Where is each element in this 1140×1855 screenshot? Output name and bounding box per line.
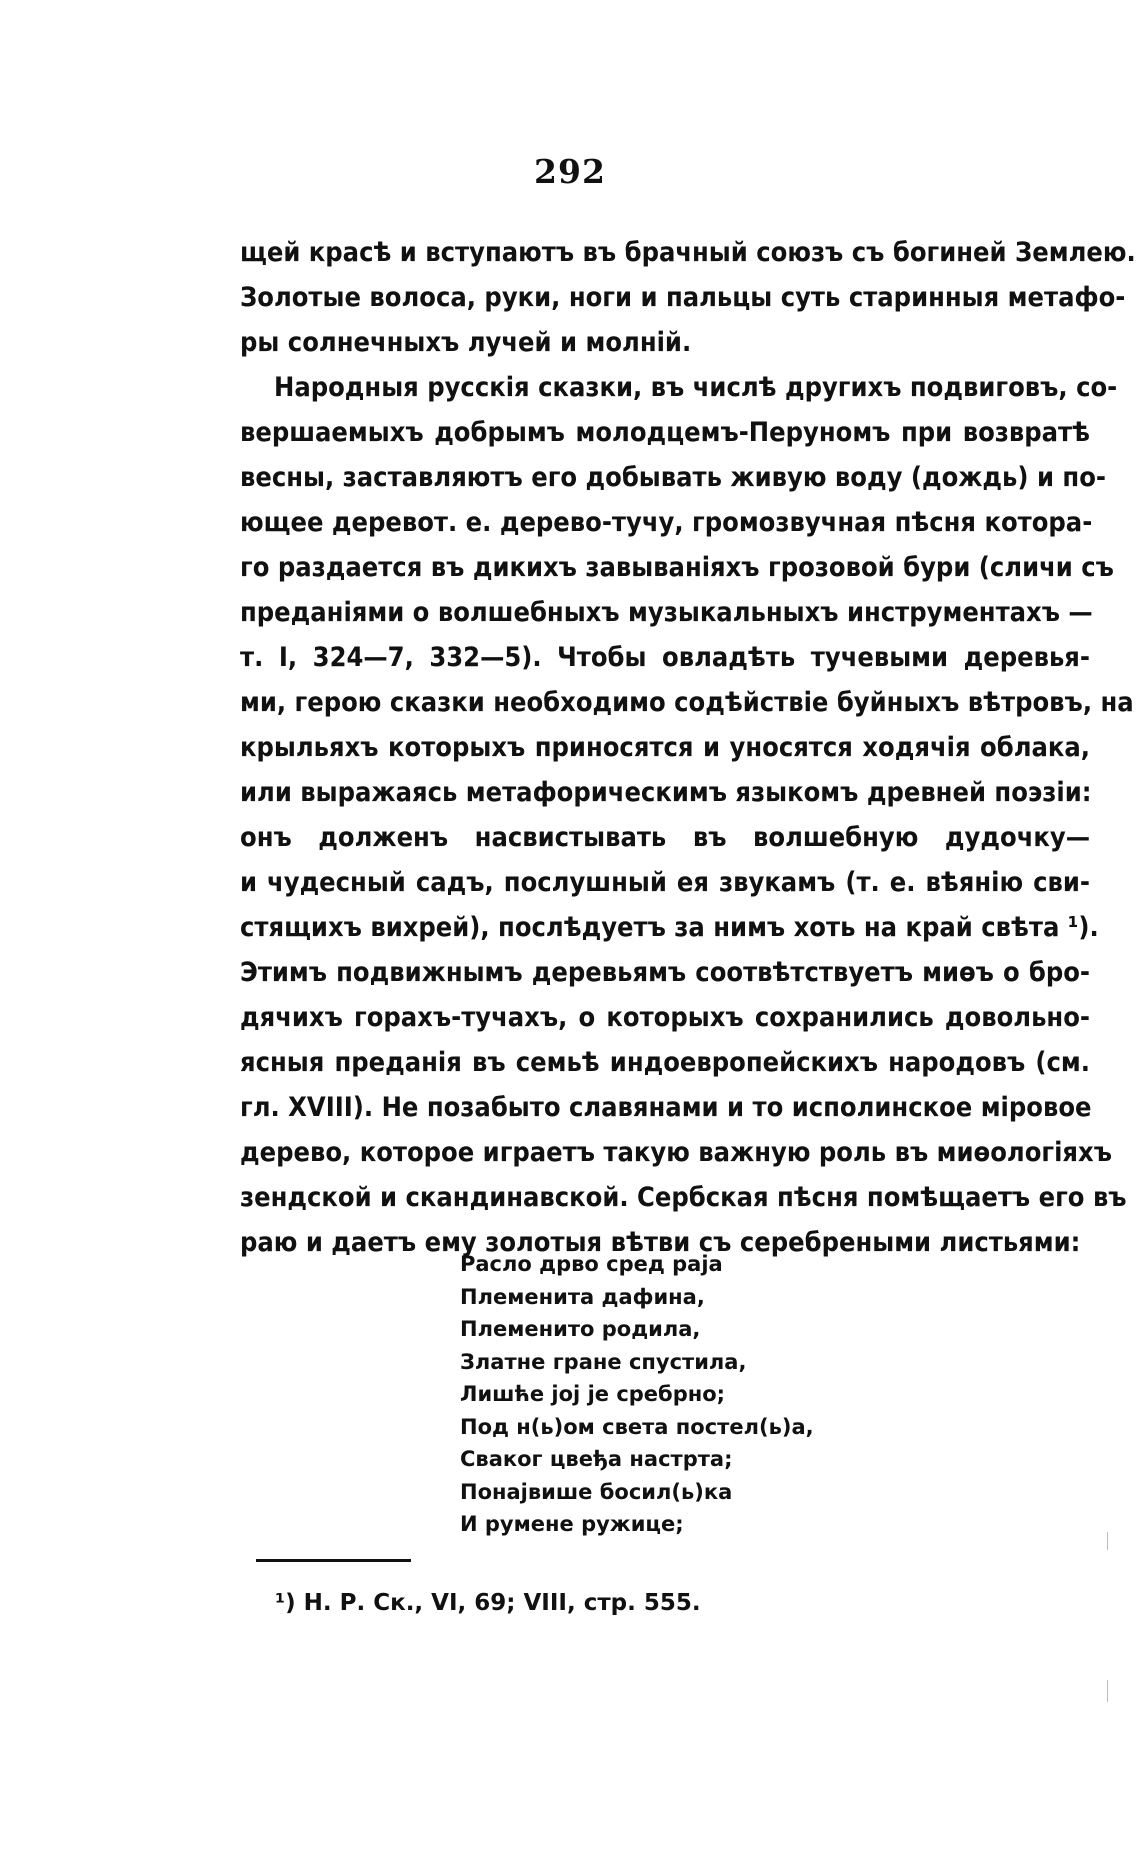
poem-quote — [460, 1248, 814, 1541]
body-line: Народныя русскія сказки, въ числѣ другихъ подвиговъ, со- — [274, 372, 1118, 403]
body-line: щей красѣ и вступаютъ въ брачный союзъ съ богиней Землею. — [240, 237, 1136, 268]
margin-mark — [1107, 1532, 1108, 1550]
body-line: стящихъ вихрей), послѣдуетъ за нимъ хоть на край свѣта ¹). — [240, 912, 1099, 943]
body-line: ющее деревот. е. дерево-тучу, громозвучная пѣсня котора- — [240, 507, 1093, 538]
footnote-marker: ¹) — [275, 1590, 296, 1616]
page-number: 292 — [534, 152, 606, 191]
body-line: дячихъ горахъ-тучахъ, о которыхъ сохранились довольно- — [240, 1002, 1090, 1033]
body-line: Этимъ подвижнымъ деревьямъ соотвѣтствуетъ миѳъ о бро- — [240, 957, 1090, 988]
body-line: онъ долженъ насвистывать въ волшебную дудочку— — [240, 822, 1090, 853]
body-line: преданіями о волшебныхъ музыкальныхъ инструментахъ — — [240, 597, 1093, 628]
body-line: и чудесный садъ, послушный ея звукамъ (т. е. вѣянію сви- — [240, 867, 1090, 898]
poem-line: Понајвише босил(ь)ка — [460, 1479, 733, 1504]
poem-line: Лишће јој је сребрно; — [460, 1382, 726, 1406]
body-line: или выражаясь метафорическимъ языкомъ древней поэзіи: — [240, 777, 1092, 808]
body-line: ми, герою сказки необходимо содѣйствіе буйныхъ вѣтровъ, на — [240, 687, 1134, 718]
body-line: весны, заставляютъ его добывать живую воду (дождь) и по- — [240, 462, 1106, 493]
body-line: ры солнечныхъ лучей и молній. — [240, 327, 692, 358]
poem-line: Племенита дафина, — [460, 1284, 705, 1309]
footnote-text: Н. Р. Ск., VI, 69; VIII, стр. 555. — [303, 1590, 701, 1616]
body-line: Золотые волоса, руки, ноги и пальцы суть старинныя метафо- — [240, 282, 1126, 313]
body-line: вершаемыхъ добрымъ молодцемъ-Перуномъ при возвратѣ — [240, 417, 1090, 448]
body-line: ясныя преданія въ семьѣ индоевропейскихъ народовъ (см. — [240, 1047, 1090, 1078]
poem-line: Под н(ь)ом света постел(ь)а, — [460, 1414, 814, 1439]
poem-line: Сваког цвеђа настрта; — [460, 1447, 733, 1471]
poem-line: Расло дрво сред раја — [460, 1252, 723, 1276]
poem-line: Златне гране спустила, — [460, 1349, 747, 1374]
body-text — [240, 230, 1136, 1265]
poem-line: Племенито родила, — [460, 1317, 701, 1341]
body-line: т. I, 324—7, 332—5). Чтобы овладѣть тучевыми деревья- — [240, 642, 1090, 673]
body-line: раю и даетъ ему золотыя вѣтви съ серебреными листьями: — [240, 1227, 1081, 1258]
margin-mark — [1107, 1680, 1108, 1702]
footnote-divider — [256, 1559, 411, 1562]
body-line: дерево, которое играетъ такую важную роль въ миѳологіяхъ — [240, 1137, 1112, 1168]
footnote — [275, 1590, 701, 1616]
body-line: гл. XVIII). Не позабыто славянами и то исполинское міровое — [240, 1092, 1092, 1123]
body-line: крыльяхъ которыхъ приносятся и уносятся ходячія облака, — [240, 732, 1090, 763]
body-line: го раздается въ дикихъ завываніяхъ грозовой бури (сличи съ — [240, 552, 1114, 583]
poem-line: И румене ружице; — [460, 1512, 684, 1536]
body-line: зендской и скандинавской. Сербская пѣсня помѣщаетъ его въ — [240, 1182, 1127, 1213]
